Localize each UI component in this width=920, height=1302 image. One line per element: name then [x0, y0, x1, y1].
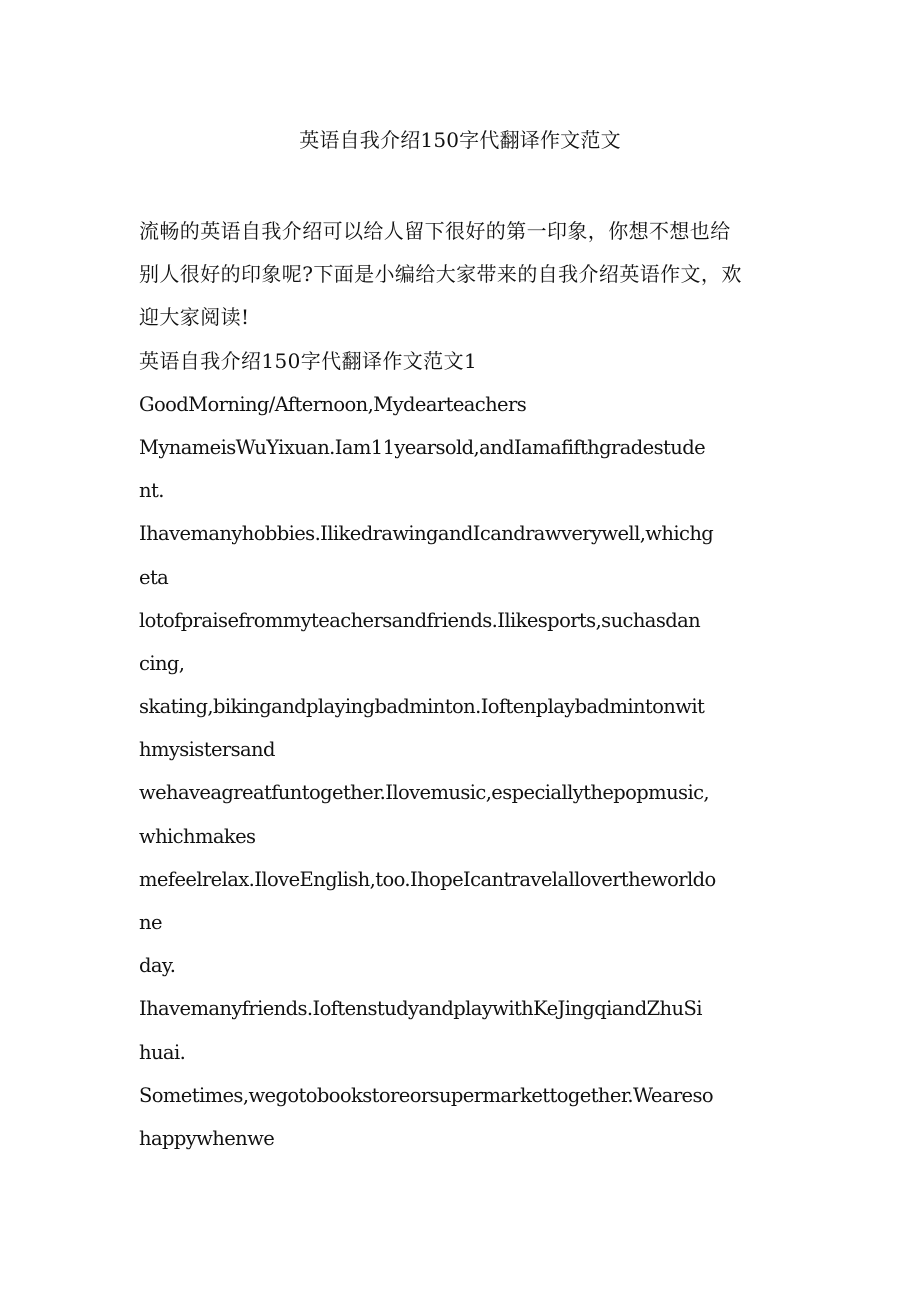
body-text-line: nt.	[139, 479, 164, 503]
body-text-line: huai.	[139, 1040, 186, 1064]
body-text-line: Ihavemanyfriends.IoftenstudyandplaywithKeJingqiandZhuSi	[139, 997, 702, 1021]
body-text-line: lotofpraisefrommyteachersandfriends.Ilikesports,suchasdan	[139, 608, 701, 632]
body-text-line: happywhenwe	[139, 1126, 275, 1150]
body-text-line: hmysistersand	[139, 738, 275, 762]
body-text-line: eta	[139, 565, 169, 589]
body-text-line: 别人很好的印象呢?下面是小编给大家带来的自我介绍英语作文，欢	[139, 262, 742, 287]
body-text-line: 迎大家阅读!	[139, 305, 250, 330]
body-text-line: ne	[139, 911, 162, 934]
body-text-line: cing,	[139, 651, 185, 675]
body-text-line: MynameisWuYixuan.Iam11yearsold,andIamafifthgradestude	[139, 435, 706, 459]
document-body	[139, 210, 789, 1160]
body-text-line: whichmakes	[139, 824, 256, 848]
body-text-line: day.	[139, 954, 176, 978]
document-title: 英语自我介绍150字代翻译作文范文	[299, 128, 621, 152]
body-text-line: 流畅的英语自我介绍可以给人留下很好的第一印象，你想不想也给	[139, 219, 731, 243]
body-text-line: GoodMorning/Afternoon,Mydearteachers	[139, 392, 527, 416]
body-text-line: 英语自我介绍150字代翻译作文范文1	[139, 348, 478, 373]
body-text-line: skating,bikingandplayingbadminton.Ioftenplaybadmintonwit	[139, 695, 705, 719]
body-text-line: Ihavemanyhobbies.IlikedrawingandIcandrawverywell,whichg	[139, 522, 714, 546]
body-text-line: Sometimes,wegotobookstoreorsupermarkettogether.Weareso	[139, 1083, 714, 1107]
body-text-line: wehaveagreatfuntogether.Ilovemusic,especiallythepopmusic,	[139, 781, 709, 805]
body-text-line: mefeelrelax.IloveEnglish,too.IhopeIcantravelallovertheworldo	[139, 867, 716, 891]
